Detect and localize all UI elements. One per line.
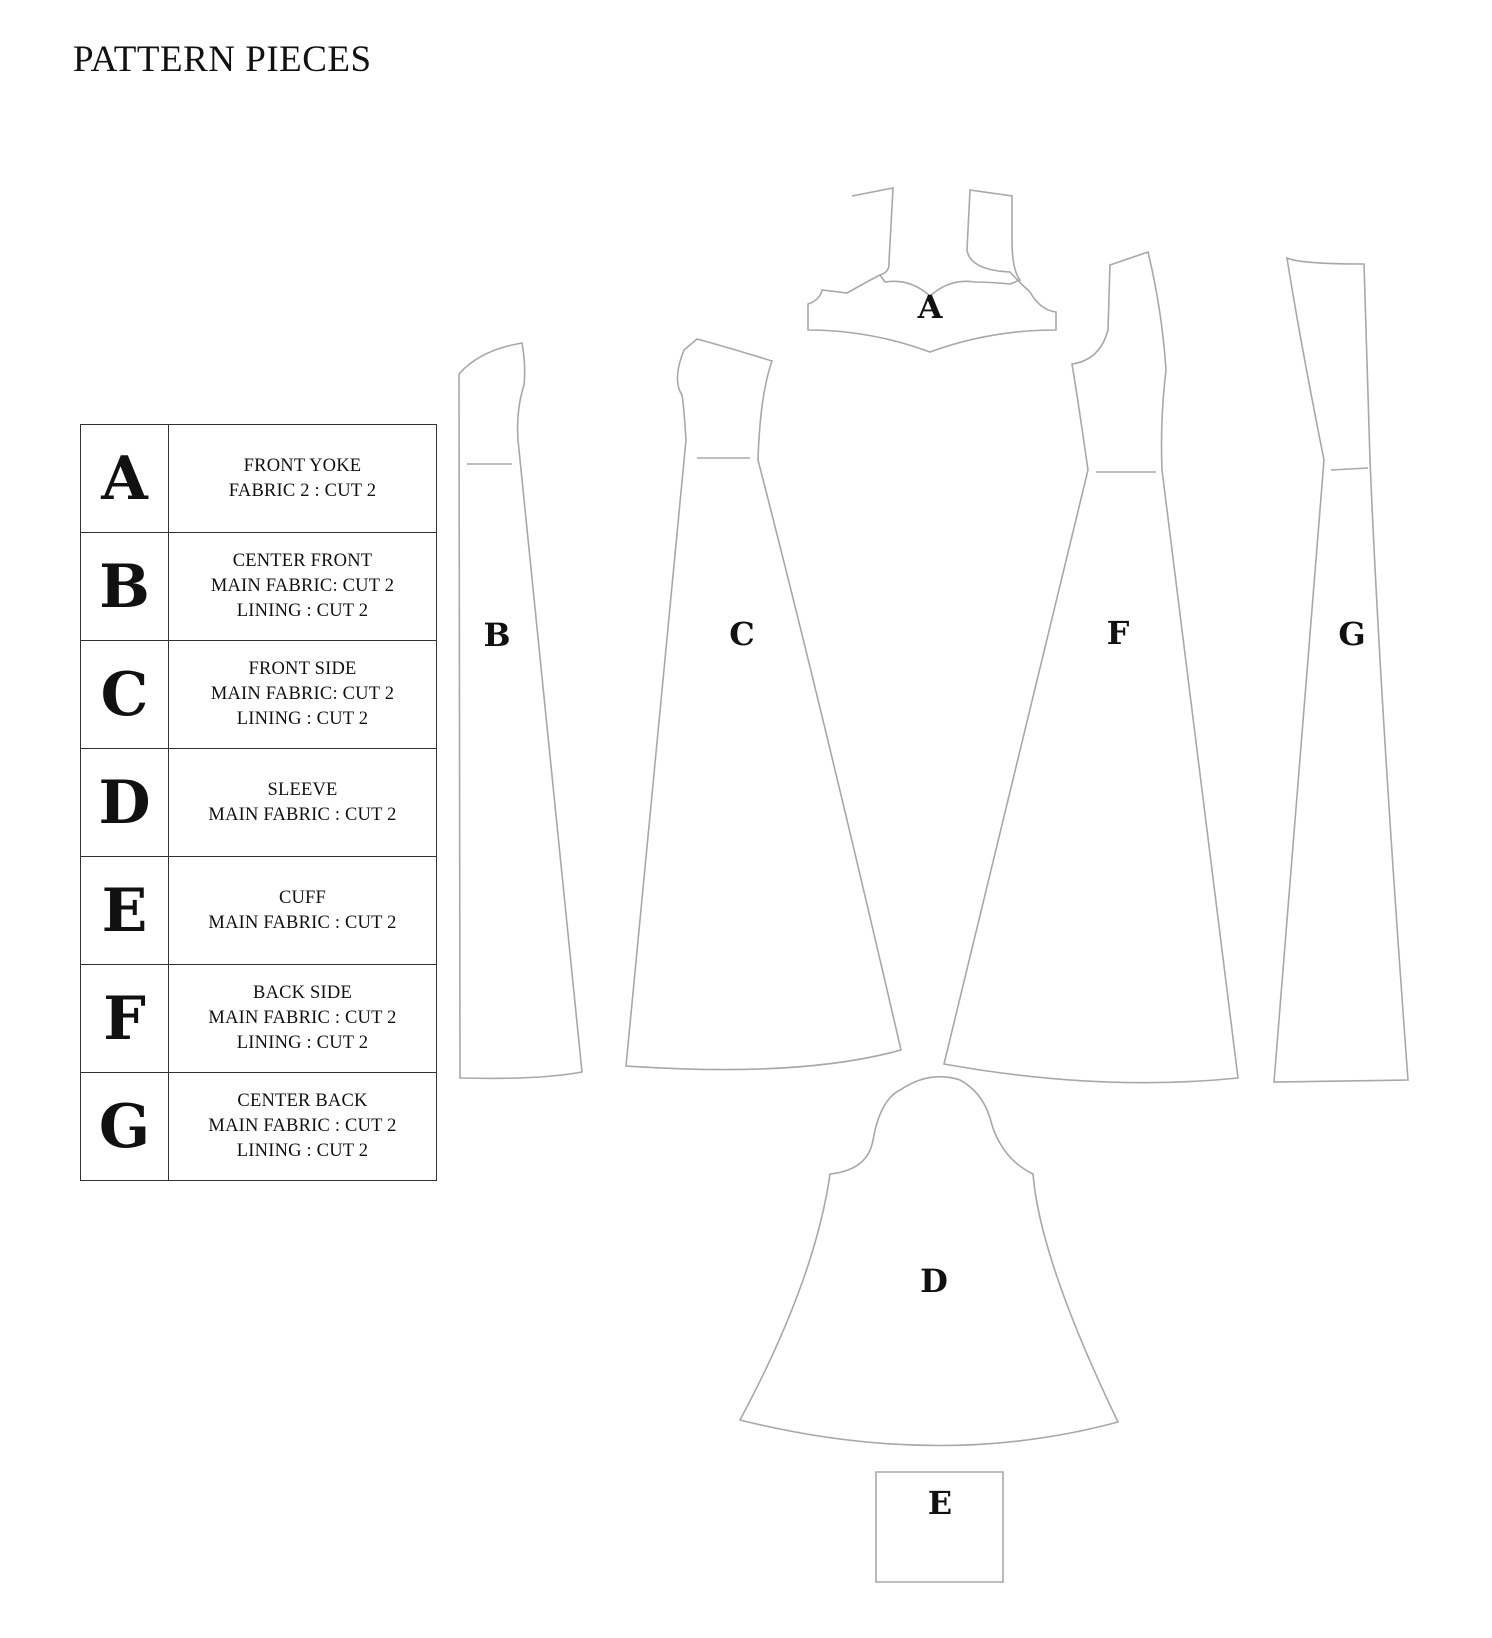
legend-description-line: FRONT YOKE: [243, 455, 362, 476]
legend-description-line: MAIN FABRIC: CUT 2: [210, 576, 395, 596]
piece-g-center-back: [1274, 258, 1408, 1082]
legend-description-line: SLEEVE: [267, 779, 338, 800]
legend-description: [169, 749, 437, 857]
pattern-legend-table: [80, 424, 437, 1181]
legend-letter: F: [81, 965, 169, 1073]
piece-label-b: B: [483, 616, 511, 654]
legend-description-line: LINING : CUT 2: [236, 1141, 369, 1161]
legend-description-line: MAIN FABRIC : CUT 2: [208, 912, 397, 933]
legend-description: [169, 425, 437, 533]
piece-label-c: C: [729, 615, 755, 653]
legend-letter: E: [81, 857, 169, 965]
piece-label-d: D: [920, 1262, 948, 1300]
legend-description: [169, 1073, 437, 1181]
piece-b-center-front: [459, 343, 582, 1078]
legend-description-line: MAIN FABRIC: CUT 2: [210, 684, 395, 704]
piece-a-front-yoke: [808, 188, 1056, 352]
legend-description-line: BACK SIDE: [253, 983, 352, 1003]
legend-description-line: MAIN FABRIC : CUT 2: [208, 1008, 397, 1028]
legend-description-line: LINING : CUT 2: [236, 709, 369, 729]
legend-description: [169, 533, 437, 641]
legend-row-c: [81, 641, 437, 749]
legend-row-g: [81, 1073, 437, 1181]
piece-e-cuff: [876, 1472, 1003, 1582]
piece-label-g: G: [1338, 615, 1366, 653]
legend-letter: B: [81, 533, 169, 641]
legend-row-a: [81, 425, 437, 533]
legend-description: [169, 857, 437, 965]
legend-row-f: [81, 965, 437, 1073]
legend-letter: D: [81, 749, 169, 857]
piece-label-e: E: [927, 1484, 953, 1522]
legend-description-line: CENTER BACK: [237, 1091, 368, 1111]
legend-letter: C: [81, 641, 169, 749]
piece-c-front-side: [626, 339, 901, 1070]
legend-description: [169, 965, 437, 1073]
legend-description-line: CUFF: [278, 887, 327, 908]
legend-description-line: LINING : CUT 2: [236, 601, 369, 621]
legend-row-e: [81, 857, 437, 965]
legend-description-line: CENTER FRONT: [232, 551, 373, 571]
legend-letter: A: [81, 425, 169, 533]
legend-letter: G: [81, 1073, 169, 1181]
legend-description-line: MAIN FABRIC : CUT 2: [208, 1116, 397, 1136]
legend-description-line: LINING : CUT 2: [236, 1033, 369, 1053]
legend-row-b: [81, 533, 437, 641]
piece-label-a: A: [917, 288, 943, 326]
piece-f-back-side: [944, 252, 1238, 1083]
legend-description-line: FABRIC 2 : CUT 2: [228, 480, 377, 501]
page-title: PATTERN PIECES: [73, 39, 372, 80]
legend-description-line: FRONT SIDE: [248, 659, 357, 679]
piece-label-f: F: [1106, 614, 1130, 652]
legend-description-line: MAIN FABRIC : CUT 2: [208, 804, 397, 825]
piece-d-sleeve: [740, 1077, 1118, 1446]
legend-description: [169, 641, 437, 749]
legend-row-d: [81, 749, 437, 857]
